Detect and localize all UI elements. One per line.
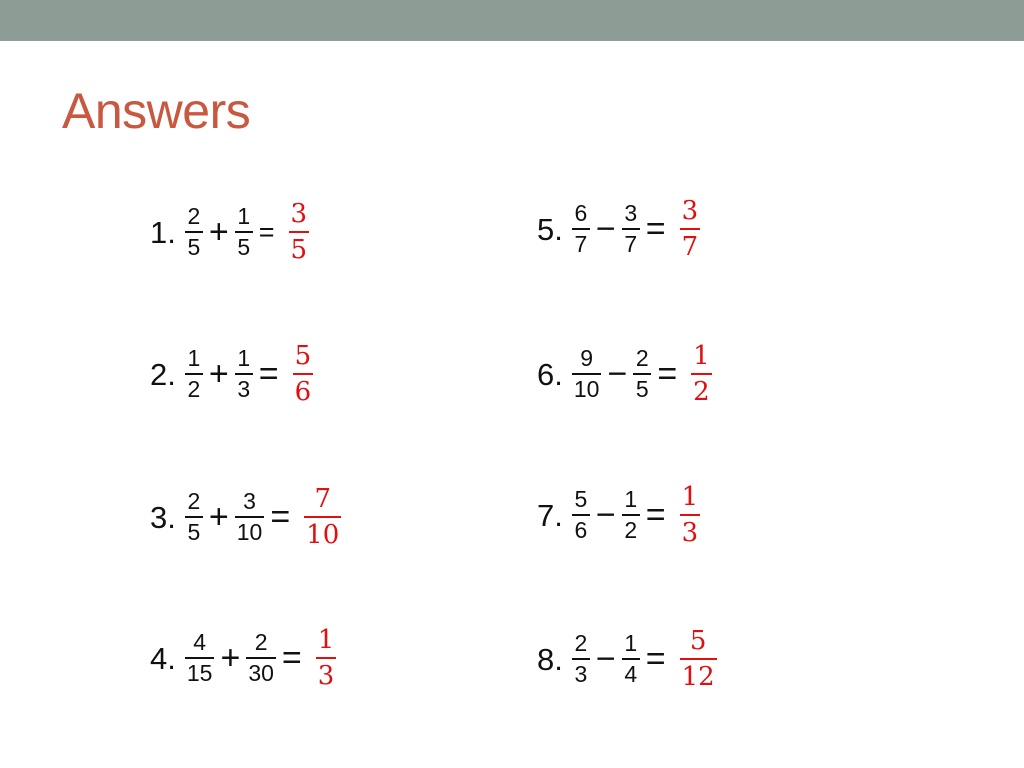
denominator: 7 bbox=[624, 231, 638, 257]
numerator: 1 bbox=[624, 630, 638, 656]
problem-number: 2. bbox=[150, 356, 176, 392]
fraction-a bbox=[185, 347, 203, 401]
numerator: 2 bbox=[187, 488, 201, 514]
operator: − bbox=[595, 210, 616, 248]
numerator: 1 bbox=[237, 203, 251, 229]
answer-numerator: 1 bbox=[317, 625, 335, 655]
equals-sign: = bbox=[645, 210, 666, 248]
fraction-a bbox=[572, 202, 590, 256]
numerator: 2 bbox=[635, 345, 649, 371]
answer-fraction bbox=[316, 627, 337, 689]
answer-fraction bbox=[293, 343, 314, 405]
problem-1 bbox=[150, 187, 309, 277]
numerator: 9 bbox=[580, 345, 594, 371]
denominator: 10 bbox=[573, 376, 600, 402]
denominator: 5 bbox=[187, 234, 201, 260]
denominator: 6 bbox=[574, 517, 588, 543]
problem-number: 4. bbox=[150, 640, 176, 676]
problem-number: 5. bbox=[537, 211, 563, 247]
equals-sign: = bbox=[258, 216, 275, 247]
numerator: 2 bbox=[254, 629, 268, 655]
answer-denominator: 2 bbox=[693, 377, 710, 407]
answer-denominator: 5 bbox=[290, 235, 308, 265]
answer-numerator: 1 bbox=[693, 341, 710, 371]
denominator: 30 bbox=[248, 660, 274, 686]
answer-fraction bbox=[691, 343, 712, 405]
operator: − bbox=[607, 355, 628, 393]
answer-denominator: 3 bbox=[317, 661, 335, 691]
answer-fraction bbox=[680, 484, 701, 546]
denominator: 2 bbox=[624, 517, 638, 543]
numerator: 4 bbox=[193, 629, 207, 655]
operator: − bbox=[595, 496, 616, 534]
operator: + bbox=[208, 213, 229, 251]
denominator: 5 bbox=[187, 519, 201, 545]
numerator: 1 bbox=[187, 345, 201, 371]
answer-denominator: 3 bbox=[681, 518, 699, 548]
numerator: 2 bbox=[574, 630, 588, 656]
fraction-a bbox=[572, 632, 590, 686]
fraction-b bbox=[633, 347, 651, 401]
fraction-a bbox=[185, 205, 203, 259]
problem-number: 7. bbox=[537, 497, 563, 533]
fraction-a bbox=[185, 631, 215, 685]
slide-title: Answers bbox=[62, 83, 251, 139]
fraction-b bbox=[235, 205, 253, 259]
denominator: 15 bbox=[186, 660, 213, 686]
problem-6 bbox=[537, 329, 712, 419]
fraction-b bbox=[622, 632, 640, 686]
denominator: 3 bbox=[574, 661, 588, 687]
answer-denominator: 12 bbox=[681, 662, 715, 692]
operator: − bbox=[595, 640, 616, 678]
fraction-a bbox=[572, 488, 590, 542]
numerator: 1 bbox=[624, 486, 638, 512]
answer-numerator: 3 bbox=[681, 196, 699, 226]
answer-denominator: 7 bbox=[681, 232, 699, 262]
problem-number: 3. bbox=[150, 499, 176, 535]
problem-7 bbox=[537, 470, 700, 560]
equals-sign: = bbox=[645, 640, 666, 678]
fraction-b bbox=[622, 202, 640, 256]
answer-numerator: 3 bbox=[290, 199, 308, 229]
denominator: 5 bbox=[237, 234, 251, 260]
answer-denominator: 10 bbox=[306, 520, 340, 550]
fraction-b bbox=[246, 631, 276, 685]
answer-numerator: 1 bbox=[681, 482, 699, 512]
problem-5 bbox=[537, 184, 700, 274]
denominator: 4 bbox=[624, 661, 638, 687]
numerator: 5 bbox=[574, 486, 588, 512]
problem-number: 6. bbox=[537, 356, 563, 392]
numerator: 1 bbox=[237, 345, 251, 371]
denominator: 10 bbox=[236, 519, 263, 545]
operator: + bbox=[208, 498, 229, 536]
fraction-b bbox=[235, 490, 265, 544]
fraction-a bbox=[572, 347, 602, 401]
denominator: 5 bbox=[635, 376, 649, 402]
equals-sign: = bbox=[270, 498, 291, 536]
problem-number: 1. bbox=[150, 214, 176, 250]
answer-fraction bbox=[289, 201, 310, 263]
problem-4 bbox=[150, 613, 336, 703]
answer-numerator: 5 bbox=[689, 626, 707, 656]
equals-sign: = bbox=[258, 355, 279, 393]
fraction-b bbox=[622, 488, 640, 542]
answer-fraction bbox=[304, 486, 341, 548]
denominator: 7 bbox=[574, 231, 588, 257]
equals-sign: = bbox=[645, 496, 666, 534]
numerator: 3 bbox=[243, 488, 256, 514]
denominator: 3 bbox=[237, 376, 251, 402]
problem-number: 8. bbox=[537, 641, 563, 677]
problem-2 bbox=[150, 329, 313, 419]
operator: + bbox=[220, 639, 241, 677]
numerator: 6 bbox=[574, 200, 588, 226]
fraction-a bbox=[185, 490, 203, 544]
problem-8 bbox=[537, 614, 717, 704]
answer-fraction bbox=[680, 198, 701, 260]
answer-numerator: 7 bbox=[314, 484, 331, 514]
equals-sign: = bbox=[657, 355, 678, 393]
answer-denominator: 6 bbox=[294, 377, 312, 407]
denominator: 2 bbox=[187, 376, 201, 402]
numerator: 3 bbox=[624, 200, 638, 226]
operator: + bbox=[208, 355, 229, 393]
answer-fraction bbox=[680, 628, 717, 690]
fraction-b bbox=[235, 347, 253, 401]
equals-sign: = bbox=[281, 639, 302, 677]
numerator: 2 bbox=[187, 203, 201, 229]
answer-numerator: 5 bbox=[294, 341, 312, 371]
problem-3 bbox=[150, 472, 341, 562]
